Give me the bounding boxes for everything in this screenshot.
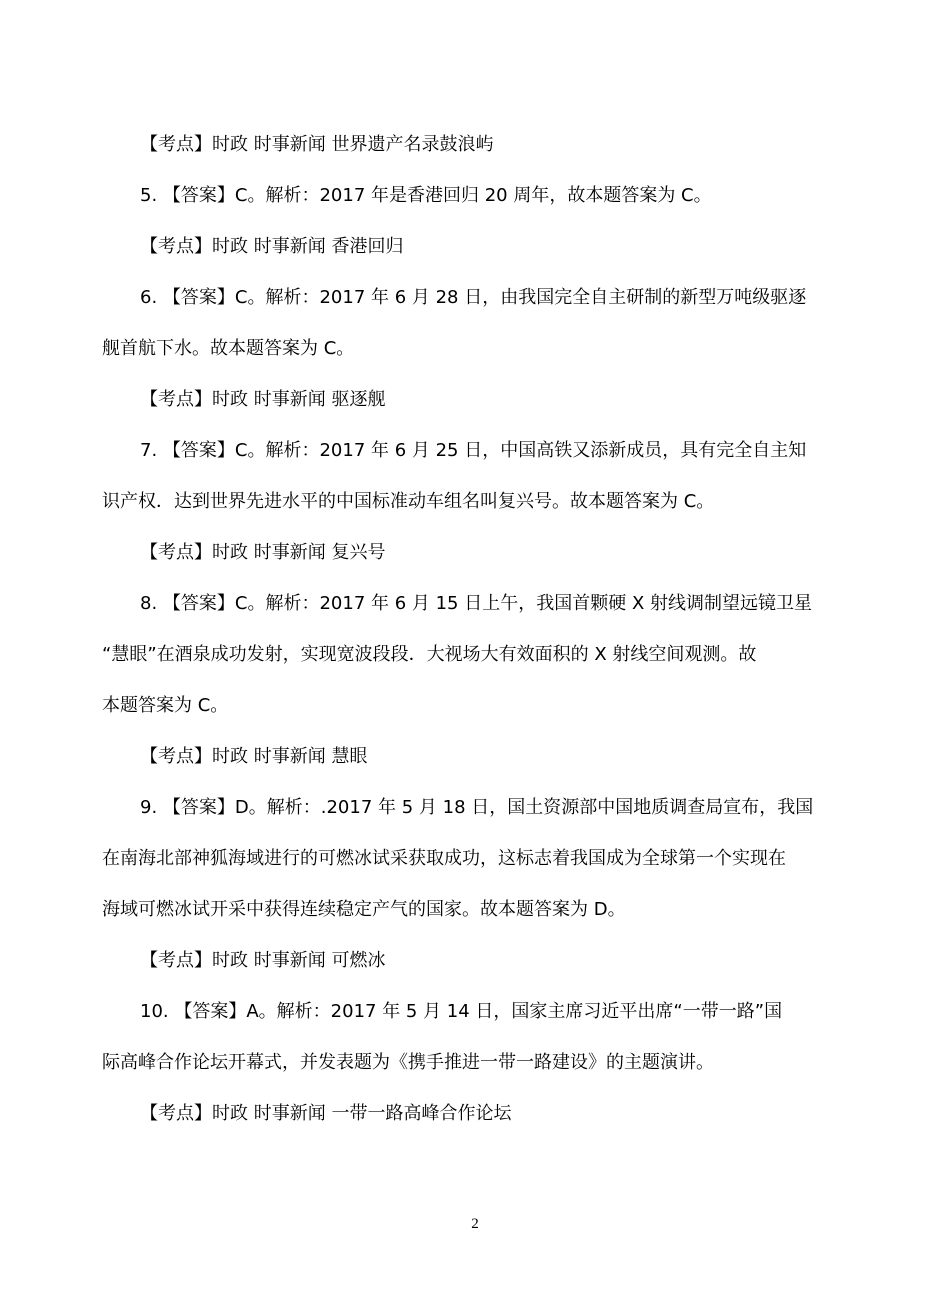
line-14: 9. 【答案】D。解析：.2017 年 5 月 18 日，国土资源部中国地质调查局宣布，我国 [140, 797, 814, 818]
line-16: 海域可燃冰试开采中获得连续稳定产气的国家。故本题答案为 D。 [102, 899, 626, 920]
line-13: 【考点】时政 时事新闻 慧眼 [140, 746, 368, 767]
line-18: 10. 【答案】A。解析：2017 年 5 月 14 日，国家主席习近平出席“一带一路”国 [140, 1001, 783, 1022]
line-19: 际高峰合作论坛开幕式，并发表题为《携手推进一带一路建设》的主题演讲。 [102, 1052, 714, 1073]
line-8: 识产权．达到世界先进水平的中国标准动车组名叫复兴号。故本题答案为 C。 [102, 491, 715, 512]
line-2: 5. 【答案】C。解析：2017 年是香港回归 20 周年，故本题答案为 C。 [140, 185, 712, 206]
line-17: 【考点】时政 时事新闻 可燃冰 [140, 950, 386, 971]
line-7: 7. 【答案】C。解析：2017 年 6 月 25 日，中国高铁又添新成员，具有完全自主知 [140, 440, 807, 461]
page-number: 2 [471, 1216, 479, 1232]
line-9: 【考点】时政 时事新闻 复兴号 [140, 542, 386, 563]
line-1: 【考点】时政 时事新闻 世界遗产名录鼓浪屿 [140, 134, 494, 155]
line-5: 舰首航下水。故本题答案为 C。 [102, 338, 355, 359]
line-11: “慧眼”在酒泉成功发射，实现宽波段段．大视场大有效面积的 X 射线空间观测。故 [102, 644, 757, 665]
line-3: 【考点】时政 时事新闻 香港回归 [140, 236, 404, 257]
line-12: 本题答案为 C。 [102, 695, 229, 716]
line-6: 【考点】时政 时事新闻 驱逐舰 [140, 389, 386, 410]
line-20: 【考点】时政 时事新闻 一带一路高峰合作论坛 [140, 1103, 512, 1124]
line-10: 8. 【答案】C。解析：2017 年 6 月 15 日上午，我国首颗硬 X 射线调制望远镜卫星 [140, 593, 813, 614]
line-4: 6. 【答案】C。解析：2017 年 6 月 28 日，由我国完全自主研制的新型万吨级驱逐 [140, 287, 807, 308]
line-15: 在南海北部神狐海域进行的可燃冰试采获取成功，这标志着我国成为全球第一个实现在 [102, 848, 786, 869]
